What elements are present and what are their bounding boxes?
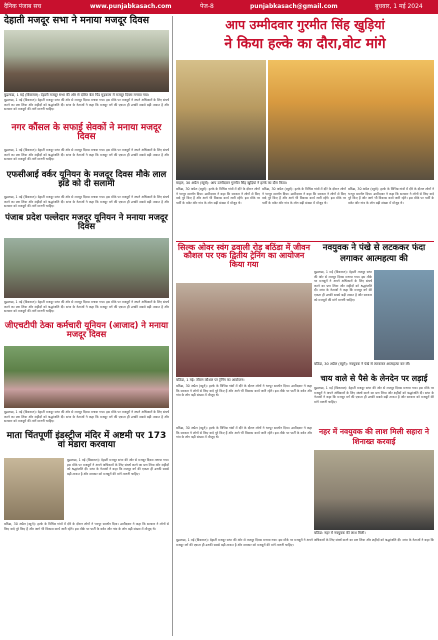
main-body-col3: बठिंडा, 30 अप्रैल (ब्यूरो): हल्के के विभिन्न गांवों में दौरे के दौरान लोगों ने भरपूर समर्थन दिया। उम्मीदवार ने कहा कि सरकार ने लोगों से किए वादे पूरे किए हैं और आगे भी विकास कार्य जारी रहेंगे। इस मौके पर पार्टी के वर्कर और गांव के लोग बड़ी संख्या में मौजूद थे। [348,187,434,205]
story5-headline: जीएचटीपी ठेका कर्मचारी यूनियन (आजाद) ने मनाया मजदूर दिवस [4,321,169,340]
story6-body: बठिंडा, 30 अप्रैल (ब्यूरो): हल्के के विभिन्न गांवों में दौरे के दौरान लोगों ने भरपूर समर्थन दिया। उम्मीदवार ने कहा कि सरकार ने लोगों से किए वादे पूरे किए हैं और आगे भी विकास कार्य जारी रहेंगे। इस मौके पर पार्टी के वर्कर और गांव के लोग बड़ी संख्या में मौजूद थे। [4,522,169,531]
story6-headline: माता चिंतपूर्णी इंडस्ट्रीज मंदिर में अष्टमी पर 173 वां मंडारा करवाया [6,431,167,451]
silai-caption: बठिंडा, 1 मई: जीवन कौशल पर ट्रेनिंग का आयोजन। [176,378,245,382]
story2-body: बुढ़लाडा, 1 मई (बिकराल): देहाती मजदूर सभा की ओर से मजदूर दिवस मनाया गया। इस मौके पर मजदूरों ने अपने अधिकारों के लिए संघर्ष करने का प्रण लिया और शहीदों को श्रद्धांजलि दी। सभा के नेताओं ने कहा कि मजदूर वर्ग की एकता ही उनकी सबसे बड़ी ताकत है और सरकार को मजदूरों की मांगें माननी चाहिए। [4,148,169,162]
story3-headline: एफसीआई वर्कर यूनियन के मजदूर दिवस मौके लाल झंडे को दी सलामी [6,170,167,189]
story1-photo [4,30,169,92]
silai-body: बठिंडा, 30 अप्रैल (ब्यूरो): हल्के के विभिन्न गांवों में दौरे के दौरान लोगों ने भरपूर समर्थन दिया। उम्मीदवार ने कहा कि सरकार ने लोगों से किए वादे पूरे किए हैं और आगे भी विकास कार्य जारी रहेंगे। इस मौके पर पार्टी के वर्कर और गांव के लोग बड़ी संख्या में मौजूद थे। [176,384,312,398]
suicide-body: बुढ़लाडा, 1 मई (बिकराल): देहाती मजदूर सभा की ओर से मजदूर दिवस मनाया गया। इस मौके पर मजदूरों ने अपने अधिकारों के लिए संघर्ष करने का प्रण लिया और शहीदों को श्रद्धांजलि दी। सभा के नेताओं ने कहा कि मजदूर वर्ग की एकता ही उनकी सबसे बड़ी ताकत है और सरकार को मजदूरों की मांगें माननी चाहिए। [314,270,372,302]
story6-body-side: बुढ़लाडा, 1 मई (बिकराल): देहाती मजदूर सभा की ओर से मजदूर दिवस मनाया गया। इस मौके पर मजदूरों ने अपने अधिकारों के लिए संघर्ष करने का प्रण लिया और शहीदों को श्रद्धांजलि दी। सभा के नेताओं ने कहा कि मजदूर वर्ग की एकता ही उनकी सबसे बड़ी ताकत है और सरकार को मजदूरों की मांगें माननी चाहिए। [67,458,169,476]
canal-caption: बठिंडा: नहर में नवयुवक की लाश मिली। [314,531,366,535]
story5-photo [4,346,169,408]
main-photo-right [268,60,434,180]
suicide-photo [374,270,434,360]
silai-headline: सिल्क ओवर स्वंग ढवाली रोड़ बठिंडा में जीवन कौशल पर एक द्वितीय ट्रेनिंग का आयोजन किया गया [177,243,311,269]
canal-photo [314,450,434,530]
story4-body: बुढ़लाडा, 1 मई (बिकराल): देहाती मजदूर सभा की ओर से मजदूर दिवस मनाया गया। इस मौके पर मजदूरों ने अपने अधिकारों के लिए संघर्ष करने का प्रण लिया और शहीदों को श्रद्धांजलि दी। सभा के नेताओं ने कहा कि मजदूर वर्ग की एकता ही उनकी सबसे बड़ी ताकत है और सरकार को मजदूरों की मांगें माननी चाहिए। [4,300,169,314]
email[interactable]: punjabkasach@gmail.com [250,3,338,10]
main-headline-line1: आप उम्मीदवार गुरमीत सिंह खुड़ियां [225,17,385,32]
bottom-body: बुढ़लाडा, 1 मई (बिकराल): देहाती मजदूर सभा की ओर से मजदूर दिवस मनाया गया। इस मौके पर मजदूरों ने अपने अधिकारों के लिए संघर्ष करने का प्रण लिया और शहीदों को श्रद्धांजलि दी। सभा के नेताओं ने कहा कि मजदूर वर्ग की एकता ही उनकी सबसे बड़ी ताकत है और सरकार को मजदूरों की मांगें माननी चाहिए। [176,538,434,547]
canal-headline-line2: शिनाख्त करवाई [352,437,396,446]
canal-headline-line1: नहर में नवयुवक की लाश मिली सहारा ने [318,427,430,436]
story5-body: बुढ़लाडा, 1 मई (बिकराल): देहाती मजदूर सभा की ओर से मजदूर दिवस मनाया गया। इस मौके पर मजदूरों ने अपने अधिकारों के लिए संघर्ष करने का प्रण लिया और शहीदों को श्रद्धांजलि दी। सभा के नेताओं ने कहा कि मजदूर वर्ग की एकता ही उनकी सबसे बड़ी ताकत है और सरकार को मजदूरों की मांगें माननी चाहिए। [4,410,169,424]
story1-caption: बुढ़लाडा, 1 मई (बिकराल): देहाती मजदूर सभा की ओर से दलित बेटा पिंड मुड़कला में मजदूर दिवस मनाया गया। [4,93,150,97]
story6-photo [4,458,64,520]
suicide-headline-line1: नवयुवक ने पंखे से लटककर फंदा [322,243,426,253]
tea-headline: चाय वाले से पैसे के लेनदेन पर लड़ाई [320,374,428,383]
main-photo-left [176,60,266,180]
main-photo-caption: माहल, 30 अप्रैल (ब्यूरो): आप उम्मीदवार गुरमीत सिंह खुड़ियां ने हल्के का दौरा किया। [176,181,288,185]
paper-name: दैनिक पंजाब सच [4,3,42,10]
tea-body: बुढ़लाडा, 1 मई (बिकराल): देहाती मजदूर सभा की ओर से मजदूर दिवस मनाया गया। इस मौके पर मजदूरों ने अपने अधिकारों के लिए संघर्ष करने का प्रण लिया और शहीदों को श्रद्धांजलि दी। सभा के नेताओं ने कहा कि मजदूर वर्ग की एकता ही उनकी सबसे बड़ी ताकत है और सरकार को मजदूरों की मांगें माननी चाहिए। [314,386,434,404]
main-body-col2: बठिंडा, 30 अप्रैल (ब्यूरो): हल्के के विभिन्न गांवों में दौरे के दौरान लोगों ने भरपूर समर्थन दिया। उम्मीदवार ने कहा कि सरकार ने लोगों से किए वादे पूरे किए हैं और आगे भी विकास कार्य जारी रहेंगे। इस मौके पर पार्टी के वर्कर और गांव के लोग बड़ी संख्या में मौजूद थे। [262,187,346,205]
page-number: पेज-8 [200,3,214,10]
suicide-caption: बठिंडा, 30 अप्रैल (ब्यूरो): नवयुवक ने पंखे से लटककर आत्महत्या कर ली। [314,362,411,366]
header-bar [0,0,438,14]
website[interactable]: www.punjabkasach.com [90,3,172,10]
story2-headline: नगर कौंसल के सफाई सेवकों ने मनाया मजदूर दिवस [11,123,162,143]
date: बुधवार, 1 मई 2024 [375,3,423,10]
story4-headline: पंजाब प्रदेश पल्लेदार मजदूर यूनियन ने मनाया मजदूर दिवस [5,213,168,232]
story3-body: बुढ़लाडा, 1 मई (बिकराल): देहाती मजदूर सभा की ओर से मजदूर दिवस मनाया गया। इस मौके पर मजदूरों ने अपने अधिकारों के लिए संघर्ष करने का प्रण लिया और शहीदों को श्रद्धांजलि दी। सभा के नेताओं ने कहा कि मजदूर वर्ग की एकता ही उनकी सबसे बड़ी ताकत है और सरकार को मजदूरों की मांगें माननी चाहिए। [4,195,169,209]
story4-photo [4,238,169,298]
story1-headline: देहाती मजदूर सभा ने मनाया मजदूर दिवस [4,15,150,26]
suicide-headline-line2: लगाकर आत्महत्या की [340,254,408,264]
section-rule [176,241,434,242]
left-lower-body: बठिंडा, 30 अप्रैल (ब्यूरो): हल्के के विभिन्न गांवों में दौरे के दौरान लोगों ने भरपूर समर्थन दिया। उम्मीदवार ने कहा कि सरकार ने लोगों से किए वादे पूरे किए हैं और आगे भी विकास कार्य जारी रहेंगे। इस मौके पर पार्टी के वर्कर और गांव के लोग बड़ी संख्या में मौजूद थे। [176,426,312,440]
main-headline-line2: ने किया हल्के का दौरा,वोट मांगे [224,36,386,52]
story1-body: बुढ़लाडा, 1 मई (बिकराल): देहाती मजदूर सभा की ओर से मजदूर दिवस मनाया गया। इस मौके पर मजदूरों ने अपने अधिकारों के लिए संघर्ष करने का प्रण लिया और शहीदों को श्रद्धांजलि दी। सभा के नेताओं ने कहा कि मजदूर वर्ग की एकता ही उनकी सबसे बड़ी ताकत है और सरकार को मजदूरों की मांगें माननी चाहिए। [4,98,169,112]
silai-photo [176,283,312,377]
main-body-col1: बठिंडा, 30 अप्रैल (ब्यूरो): हल्के के विभिन्न गांवों में दौरे के दौरान लोगों ने भरपूर समर्थन दिया। उम्मीदवार ने कहा कि सरकार ने लोगों से किए वादे पूरे किए हैं और आगे भी विकास कार्य जारी रहेंगे। इस मौके पर पार्टी के वर्कर और गांव के लोग बड़ी संख्या में मौजूद थे। [176,187,260,205]
column-divider [172,16,173,636]
